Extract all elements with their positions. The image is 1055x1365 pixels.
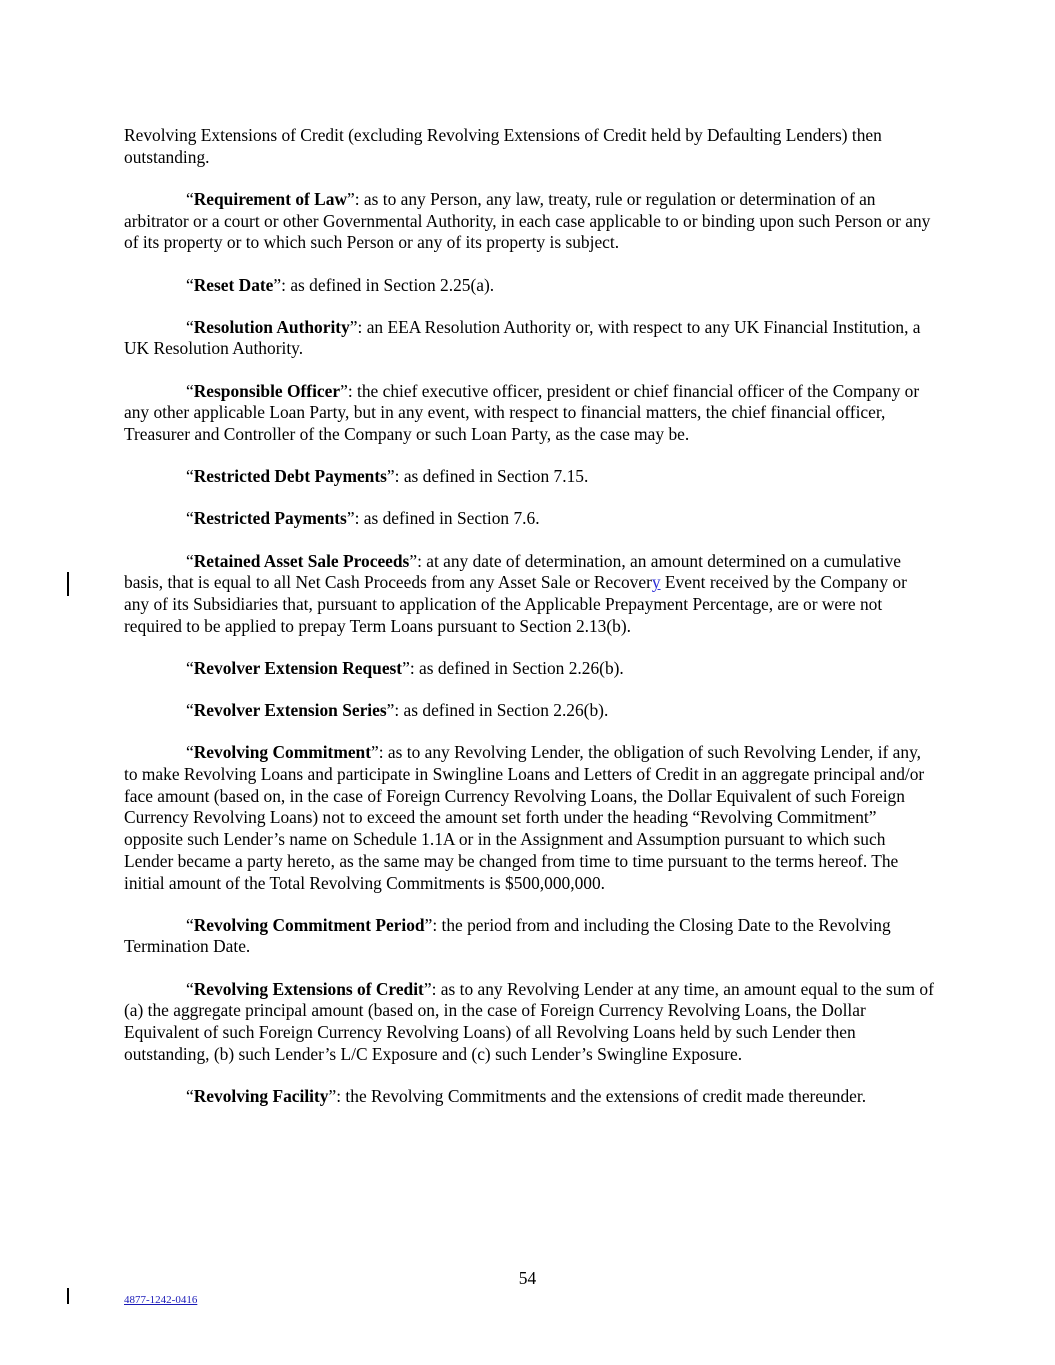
- continuation-paragraph: Revolving Extensions of Credit (excluding Revolving Extensions of Credit held by Defaulting Lenders) then outstanding.: [124, 125, 882, 167]
- change-bar: [67, 572, 69, 596]
- definition-restricted-debt-payments: “Restricted Debt Payments”: as defined in Section 7.15.: [186, 466, 589, 487]
- defined-term: Restricted Payments: [193, 508, 347, 529]
- definition-revolving-commitment: “Revolving Commitment”: as to any Revolving Lender, the obligation of such Revolving Lender, if any, to make Revolving Loans and participate in Swingline Loans and Letters of Credit in an aggregate principal and/or face amount (based on, in the case of Foreign Currency Revolving Loans, the Dollar Equivalent of such Foreign Currency Revolving Loans) not to exceed the amount set forth under the heading “Revolving Commitment” opposite such Lender’s name on Schedule 1.1A or in the Assignment and Assumption pursuant to which such Lender became a party hereto, as the same may be changed from time to time pursuant to the terms hereof. The initial amount of the Total Revolving Commitments is $500,000,000.: [124, 742, 925, 893]
- definition-retained-asset-sale-proceeds: “Retained Asset Sale Proceeds”: at any date of determination, an amount determined on a cumulative basis, that is equal to all Net Cash Proceeds from any Asset Sale or Recovery Event received by the Company or any of its Subsidiaries that, pursuant to application of the Applicable Prepayment Percentage, are or were not required to be applied to prepay Term Loans pursuant to Section 2.13(b).: [124, 550, 907, 636]
- defined-term: Revolving Commitment: [193, 742, 371, 763]
- defined-term: Resolution Authority: [193, 316, 350, 337]
- defined-term: Revolving Facility: [193, 1086, 329, 1106]
- document-body: [124, 125, 934, 1128]
- defined-term: Reset Date: [193, 274, 274, 295]
- defined-term: Revolving Commitment Period: [193, 914, 425, 935]
- defined-term: Revolver Extension Request: [193, 657, 403, 678]
- definition-revolver-extension-request: “Revolver Extension Request”: as defined in Section 2.26(b).: [186, 657, 624, 678]
- definition-requirement-of-law: “Requirement of Law”: as to any Person, any law, treaty, rule or regulation or determination of an arbitrator or a court or other Governmental Authority, in each case applicable to or binding upon such Person or any of its property or to which such Person or any of its property is subject.: [124, 188, 931, 253]
- defined-term: Revolver Extension Series: [193, 700, 387, 721]
- defined-term: Retained Asset Sale Proceeds: [193, 550, 410, 571]
- defined-term: Requirement of Law: [193, 188, 348, 209]
- defined-term: Responsible Officer: [193, 380, 341, 401]
- page-number: 54: [518, 1268, 537, 1288]
- definition-revolver-extension-series: “Revolver Extension Series”: as defined in Section 2.26(b).: [186, 700, 609, 721]
- tracked-insertion: y: [651, 572, 661, 593]
- definition-revolving-commitment-period: “Revolving Commitment Period”: the period from and including the Closing Date to the Revolving Termination Date.: [124, 914, 891, 957]
- definition-revolving-facility: “Revolving Facility”: the Revolving Commitments and the extensions of credit made thereunder.: [186, 1086, 867, 1106]
- change-bar: [67, 1288, 69, 1304]
- defined-term: Revolving Extensions of Credit: [193, 978, 424, 999]
- definition-responsible-officer: “Responsible Officer”: the chief executive officer, president or chief financial officer of the Company or any other applicable Loan Party, but in any event, with respect to financial matters, the chief financial officer, Treasurer and Controller of the Company or such Loan Party, as the case may be.: [124, 380, 920, 445]
- defined-term: Restricted Debt Payments: [193, 466, 387, 487]
- definition-restricted-payments: “Restricted Payments”: as defined in Section 7.6.: [186, 508, 540, 529]
- definition-revolving-extensions-of-credit: “Revolving Extensions of Credit”: as to any Revolving Lender at any time, an amount equal to the sum of (a) the aggregate principal amount (based on, in the case of Foreign Currency Revolving Loans, the Dollar Equivalent of such Foreign Currency Revolving Loans) of all Revolving Loans held by such Lender then outstanding, (b) such Lender’s L/C Exposure and (c) such Lender’s Swingline Exposure.: [124, 978, 934, 1064]
- document-id: 4877-1242-0416: [124, 1294, 198, 1306]
- definition-reset-date: “Reset Date”: as defined in Section 2.25(a).: [186, 274, 495, 295]
- definition-resolution-authority: “Resolution Authority”: an EEA Resolution Authority or, with respect to any UK Financial Institution, a UK Resolution Authority.: [124, 316, 921, 359]
